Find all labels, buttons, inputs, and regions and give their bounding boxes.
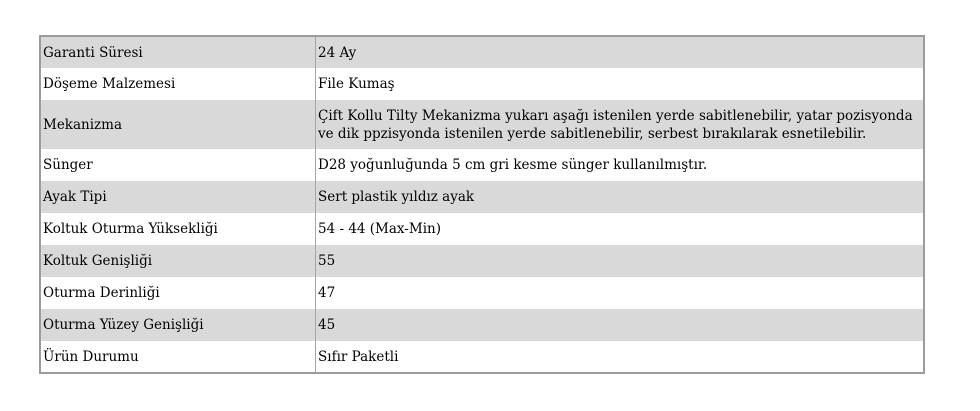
table-row [40, 68, 924, 100]
table-row [40, 36, 924, 68]
product-spec-table [39, 35, 925, 374]
spec-value: 47 [316, 277, 925, 309]
spec-value: D28 yoğunluğunda 5 cm gri kesme sünger kullanılmıştır. [316, 149, 925, 181]
table-row [40, 245, 924, 277]
spec-value: 55 [316, 245, 925, 277]
spec-label: Sünger [40, 149, 316, 181]
spec-label: Garanti Süresi [40, 36, 316, 68]
spec-label: Ayak Tipi [40, 181, 316, 213]
spec-label: Koltuk Oturma Yüksekliği [40, 213, 316, 245]
spec-value: Çift Kollu Tilty Mekanizma yukarı aşağı istenilen yerde sabitlenebilir, yatar pozisyonda ve dik ppzisyonda istenilen yerde sabitlenebilir, serbest bırakılarak esnetilebilir. [316, 100, 925, 149]
spec-value: Sert plastik yıldız ayak [316, 181, 925, 213]
spec-label: Mekanizma [40, 100, 316, 149]
spec-label: Koltuk Genişliği [40, 245, 316, 277]
table-row [40, 213, 924, 245]
table-row [40, 277, 924, 309]
table-row [40, 149, 924, 181]
spec-label: Oturma Derinliği [40, 277, 316, 309]
spec-value: 54 - 44 (Max-Min) [316, 213, 925, 245]
spec-value: File Kumaş [316, 68, 925, 100]
spec-value: Sıfır Paketli [316, 341, 925, 373]
table-row [40, 181, 924, 213]
table-row [40, 309, 924, 341]
spec-label: Döşeme Malzemesi [40, 68, 316, 100]
spec-label: Oturma Yüzey Genişliği [40, 309, 316, 341]
spec-value: 45 [316, 309, 925, 341]
spec-value: 24 Ay [316, 36, 925, 68]
table-row [40, 341, 924, 373]
spec-label: Ürün Durumu [40, 341, 316, 373]
table-row [40, 100, 924, 149]
